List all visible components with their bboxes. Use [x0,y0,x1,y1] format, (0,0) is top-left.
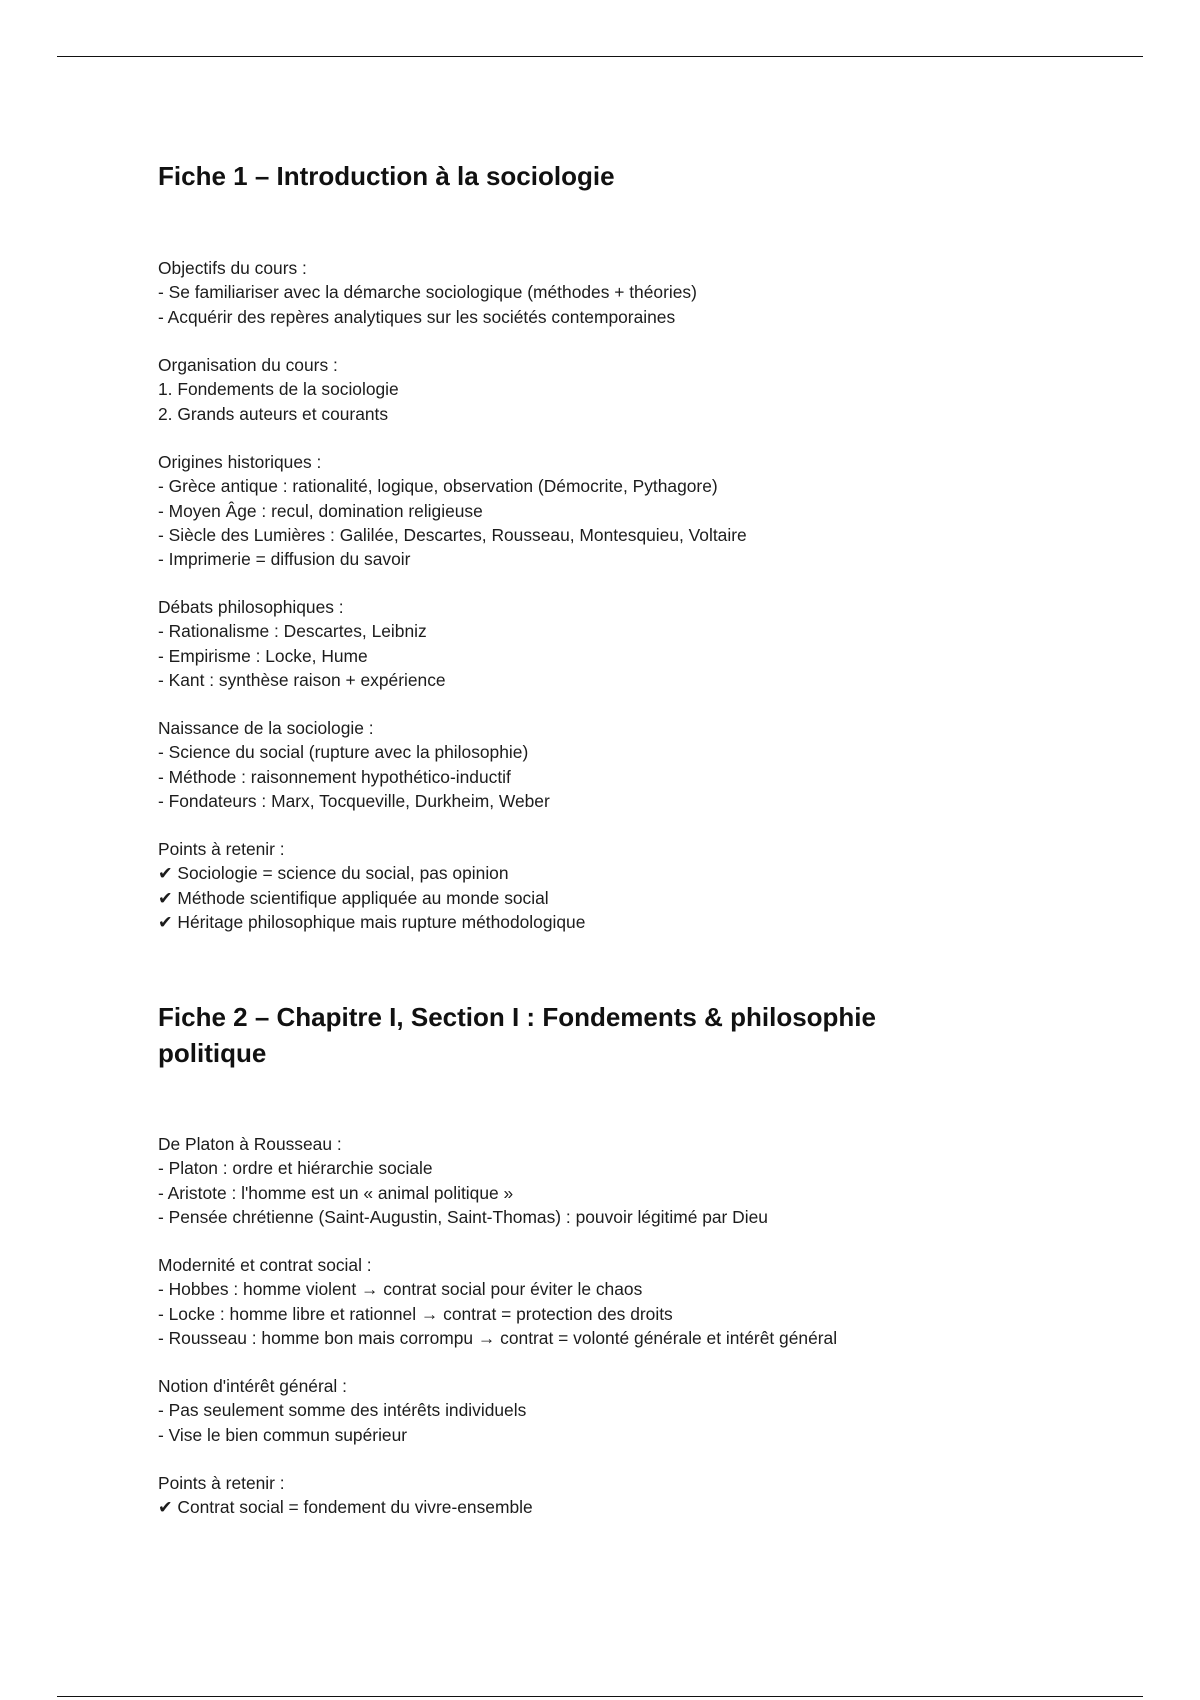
list-item: - Kant : synthèse raison + expérience [158,669,446,690]
section-heading: Notion d'intérêt général : [158,1376,347,1396]
list-item: - Vise le bien commun supérieur [158,1424,408,1445]
fiche1-points [158,837,1058,934]
checklist-item: ✔ Sociologie = science du social, pas opinion [158,863,509,884]
fiche1-debats [158,595,1058,692]
list-item: - Platon : ordre et hiérarchie sociale [158,1158,433,1179]
fiche1-title: Fiche 1 – Introduction à la sociologie [158,161,615,191]
section-heading: Débats philosophiques : [158,597,344,617]
checklist-item: ✔ Héritage philosophique mais rupture méthodologique [158,911,586,932]
bottom-rule [57,1696,1143,1697]
fiche1-origines [158,450,1058,571]
list-item: - Empirisme : Locke, Hume [158,645,368,666]
list-item: - Locke : homme libre et rationnel → contrat = protection des droits [158,1303,673,1324]
list-item: - Se familiariser avec la démarche sociologique (méthodes + théories) [158,282,697,303]
fiche2-platon-rousseau [158,1132,1058,1229]
fiche2-title: Fiche 2 – Chapitre I, Section I : Fondements & philosophie politique [158,1002,876,1068]
checklist-item: ✔ Contrat social = fondement du vivre-ensemble [158,1497,533,1518]
fiche2-interet-general [158,1374,1058,1447]
list-item: - Rousseau : homme bon mais corrompu → contrat = volonté générale et intérêt général [158,1327,838,1348]
list-item: - Siècle des Lumières : Galilée, Descartes, Rousseau, Montesquieu, Voltaire [158,524,747,545]
list-item: - Aristote : l'homme est un « animal politique » [158,1182,514,1203]
list-item: - Méthode : raisonnement hypothético-inductif [158,766,511,787]
section-heading: De Platon à Rousseau : [158,1134,342,1154]
section-heading: Points à retenir : [158,839,285,859]
section-heading: Points à retenir : [158,1473,285,1493]
list-item: - Hobbes : homme violent → contrat social pour éviter le chaos [158,1279,643,1300]
section-heading: Objectifs du cours : [158,258,307,278]
list-item: - Science du social (rupture avec la philosophie) [158,742,529,763]
section-heading: Origines historiques : [158,452,322,472]
list-item: - Moyen Âge : recul, domination religieuse [158,500,483,521]
section-heading: Naissance de la sociologie : [158,718,374,738]
checklist-item: ✔ Méthode scientifique appliquée au monde social [158,887,549,908]
list-item: - Pas seulement somme des intérêts individuels [158,1400,527,1421]
fiche1-naissance [158,716,1058,813]
section-heading: Modernité et contrat social : [158,1255,372,1275]
fiche2-contrat-social [158,1253,1058,1350]
list-item: - Grèce antique : rationalité, logique, observation (Démocrite, Pythagore) [158,476,718,497]
top-rule [57,56,1143,57]
list-item: 2. Grands auteurs et courants [158,403,389,424]
section-heading: Organisation du cours : [158,355,338,375]
fiche1-organisation [158,353,1058,426]
fiche2-points [158,1471,1058,1520]
fiche1-objectifs [158,256,1058,329]
list-item: - Acquérir des repères analytiques sur les sociétés contemporaines [158,306,676,327]
list-item: - Rationalisme : Descartes, Leibniz [158,621,427,642]
list-item: 1. Fondements de la sociologie [158,379,399,400]
list-item: - Fondateurs : Marx, Tocqueville, Durkheim, Weber [158,790,550,811]
list-item: - Pensée chrétienne (Saint-Augustin, Saint-Thomas) : pouvoir légitimé par Dieu [158,1206,768,1227]
list-item: - Imprimerie = diffusion du savoir [158,549,411,570]
